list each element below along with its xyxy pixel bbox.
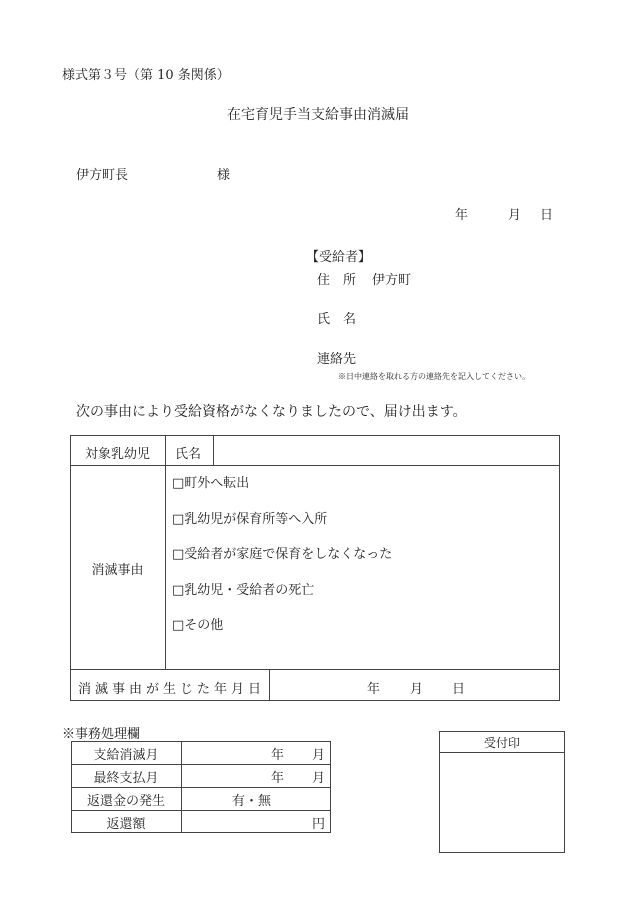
office-row-month: 月 [312,771,326,786]
office-row-month: 月 [312,748,326,763]
document-title: 在宅育児手当支給事由消滅届 [227,107,409,123]
office-row-label: 返還金の発生 [86,794,165,809]
child-name-field[interactable] [214,436,559,464]
office-divider-col [181,741,182,833]
office-row-label: 支給消滅月 [93,748,159,763]
office-row-presence: 有・無 [232,794,272,809]
reception-stamp-label: 受付印 [483,736,520,750]
target-child-label: 対象乳幼児 [84,447,150,462]
reason-option-nursery[interactable]: □乳幼児が保育所等へ入所 [172,512,328,527]
address-label: 住 所 [317,273,357,288]
date-year: 年 [455,208,469,223]
addressee-name: 伊方町長 [76,168,129,183]
child-name-label: 氏名 [175,447,202,462]
reason-label: 消滅事由 [91,563,144,578]
office-row-label: 最終支払月 [93,771,159,786]
office-row-yen: 円 [312,817,326,832]
contact-label: 連絡先 [317,352,357,367]
form-number: 様式第３号（第 10 条関係） [62,68,230,83]
office-divider-row3 [71,810,331,811]
event-date-day: 日 [452,682,466,697]
table-divider-col1 [165,435,166,669]
office-row-year: 年 [271,748,285,763]
recipient-heading: 【受給者】 [306,250,372,265]
event-date-year: 年 [367,682,381,697]
date-day: 日 [540,208,554,223]
office-row-label: 返還額 [106,817,146,832]
date-month: 月 [508,208,522,223]
addressee-honorific: 様 [217,168,231,183]
office-divider-row2 [71,787,331,788]
statement-text: 次の事由により受給資格がなくなりましたので、届け出ます。 [76,404,467,420]
office-row-year: 年 [271,771,285,786]
reason-option-death[interactable]: □乳幼児・受給者の死亡 [172,583,315,598]
event-date-month: 月 [410,682,424,697]
office-divider-row1 [71,764,331,765]
table-divider-date [269,669,270,701]
address-value: 伊方町 [372,273,412,288]
contact-note: ※日中連絡を取れる方の連絡先を記入してください。 [338,372,530,381]
office-heading: ※事務処理欄 [62,727,141,742]
reason-option-no-home-care[interactable]: □受給者が家庭で保育をしなくなった [172,547,393,562]
event-date-label: 消滅事由が生じた年月日 [78,682,266,697]
reason-option-move-out[interactable]: □町外へ転出 [172,476,250,491]
stamp-divider [439,752,565,753]
reason-option-other[interactable]: □その他 [172,618,224,633]
table-divider-row1 [70,465,560,466]
table-divider-row2 [70,669,560,670]
name-label: 氏 名 [317,312,357,327]
